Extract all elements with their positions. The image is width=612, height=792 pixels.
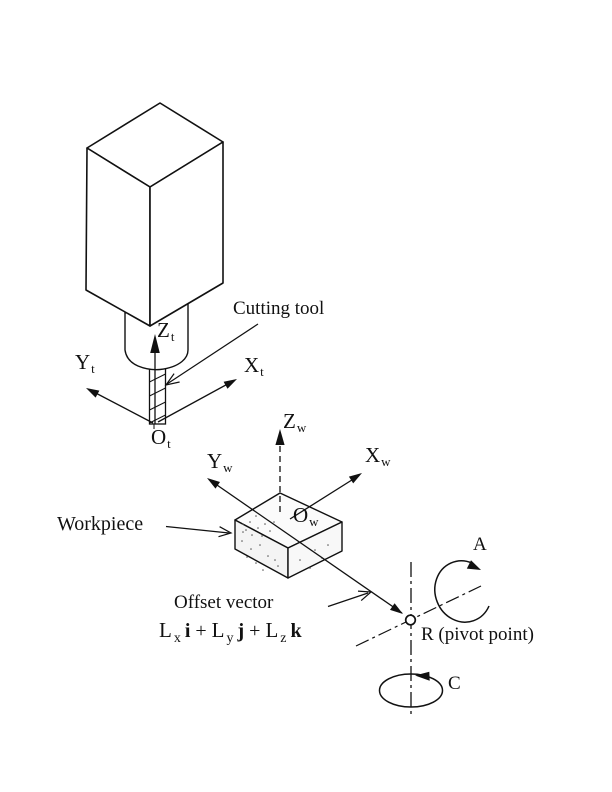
a-rotation-arrow [435, 560, 489, 622]
spindle-housing [86, 103, 223, 326]
tool-x-axis-label: $X_t$ [244, 353, 264, 379]
offset-vector-formula: L $_x$ i + L $_y$ j + L $_z$ k [159, 618, 302, 646]
formula-term-y: L $_y$ j [211, 618, 245, 646]
pivot-point-label-text: R (pivot point) [421, 624, 534, 645]
pivot-point-marker [406, 615, 416, 625]
workpiece-block [235, 493, 342, 578]
cutting-tool-label [233, 299, 324, 318]
a-axis-label: A [473, 534, 487, 555]
pivot-point-label [421, 625, 534, 644]
workpiece-leader-arrow [166, 527, 231, 537]
work-z-axis-label: $Z_w$ [283, 409, 307, 435]
workpiece-label [57, 514, 143, 534]
workpiece-label-text: Workpiece [57, 513, 144, 535]
tool-y-axis-label: $Y_t$ [75, 350, 95, 376]
offset-vector-label [174, 593, 273, 612]
tool-y-axis-arrow [86, 388, 153, 423]
offset-vector-label-text: Offset vector [174, 592, 274, 613]
tool-x-axis-arrow [158, 379, 237, 422]
work-y-axis-label: $Y_w$ [207, 449, 233, 475]
c-axis-label: C [448, 673, 461, 694]
work-origin-label: $O_w$ [293, 503, 319, 529]
tool-z-axis-label: $Z_t$ [157, 318, 175, 344]
tool-origin-label: $O_t$ [151, 425, 171, 451]
formula-term-z: L $_z$ k [265, 618, 302, 646]
formula-term-x: L $_x$ i [159, 618, 191, 646]
work-x-axis-label: $X_w$ [365, 443, 391, 469]
cutting-tool-label-text: Cutting tool [233, 298, 325, 319]
offset-vector-leader-arrow [328, 591, 371, 606]
